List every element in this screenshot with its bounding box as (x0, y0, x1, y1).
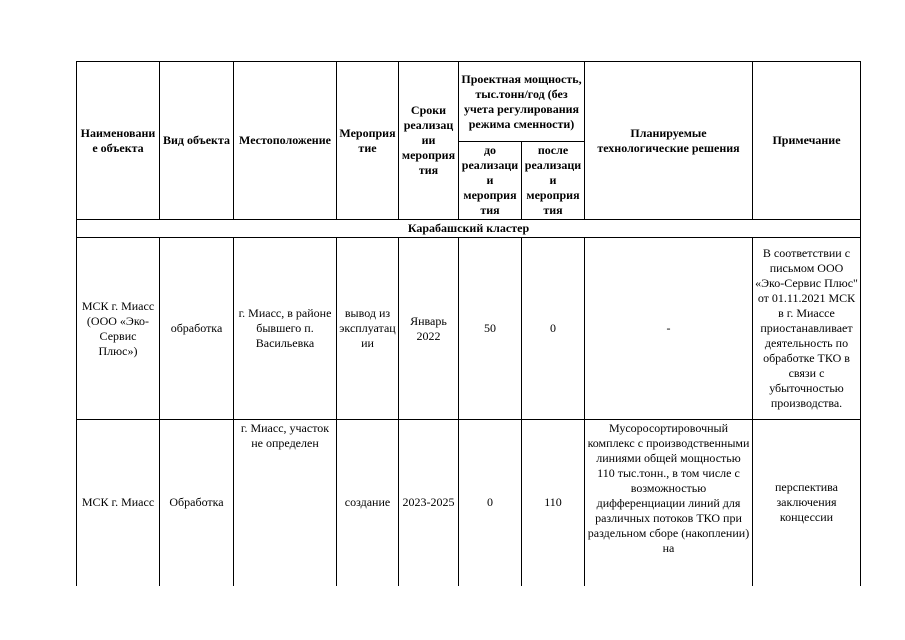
row-1-measure: вывод из эксплуатац ии (337, 238, 399, 420)
header-type: Вид объекта (160, 62, 234, 220)
row-1-terms: Январь 2022 (399, 238, 459, 420)
header-capacity: Проектная мощность, тыс.тонн/год (без учета регулирования режима сменности) (459, 62, 585, 142)
header-tech: Планируемые технологические решения (585, 62, 753, 220)
header-measure: Мероприя тие (337, 62, 399, 220)
header-row (77, 62, 861, 142)
row-2-before: 0 (459, 420, 522, 586)
row-1-after: 0 (522, 238, 585, 420)
header-capacity-before: до реализаци и мероприя тия (459, 142, 522, 220)
row-2-type: Обработка (160, 420, 234, 586)
row-2-tech: Мусоросортировочный комплекс с производственными линиями общей мощностью 110 тыс.тонн., в том числе с возможностью дифференциации линий для различных потоков ТКО при раздельном сборе (накоплении) на (585, 420, 753, 586)
row-1-type: обработка (160, 238, 234, 420)
header-note: Примечание (753, 62, 861, 220)
header-terms: Сроки реализац ии мероприя тия (399, 62, 459, 220)
row-2-note: перспектива заключения концессии (753, 420, 861, 586)
header-capacity-after: после реализаци и мероприя тия (522, 142, 585, 220)
row-2-terms: 2023-2025 (399, 420, 459, 586)
facilities-table (76, 61, 861, 586)
cluster-title: Карабашский кластер (77, 220, 861, 238)
table-row (77, 420, 861, 586)
cluster-row (77, 220, 861, 238)
row-2-location: г. Миасс, участок не определен (234, 420, 337, 586)
table-row (77, 238, 861, 420)
row-1-tech: - (585, 238, 753, 420)
row-1-before: 50 (459, 238, 522, 420)
row-1-note: В соответствии с письмом ООО «Эко-Сервис Плюс" от 01.11.2021 МСК в г. Миассе приостанавливает деятельность по обработке ТКО в связи с убыточностью производства. (753, 238, 861, 420)
header-location: Местоположение (234, 62, 337, 220)
row-1-name: МСК г. Миасс (ООО «Эко-Сервис Плюс») (77, 238, 160, 420)
row-1-location: г. Миасс, в районе бывшего п. Васильевка (234, 238, 337, 420)
header-name: Наименовани е объекта (77, 62, 160, 220)
row-2-name: МСК г. Миасс (77, 420, 160, 586)
row-2-measure: создание (337, 420, 399, 586)
row-2-after: 110 (522, 420, 585, 586)
